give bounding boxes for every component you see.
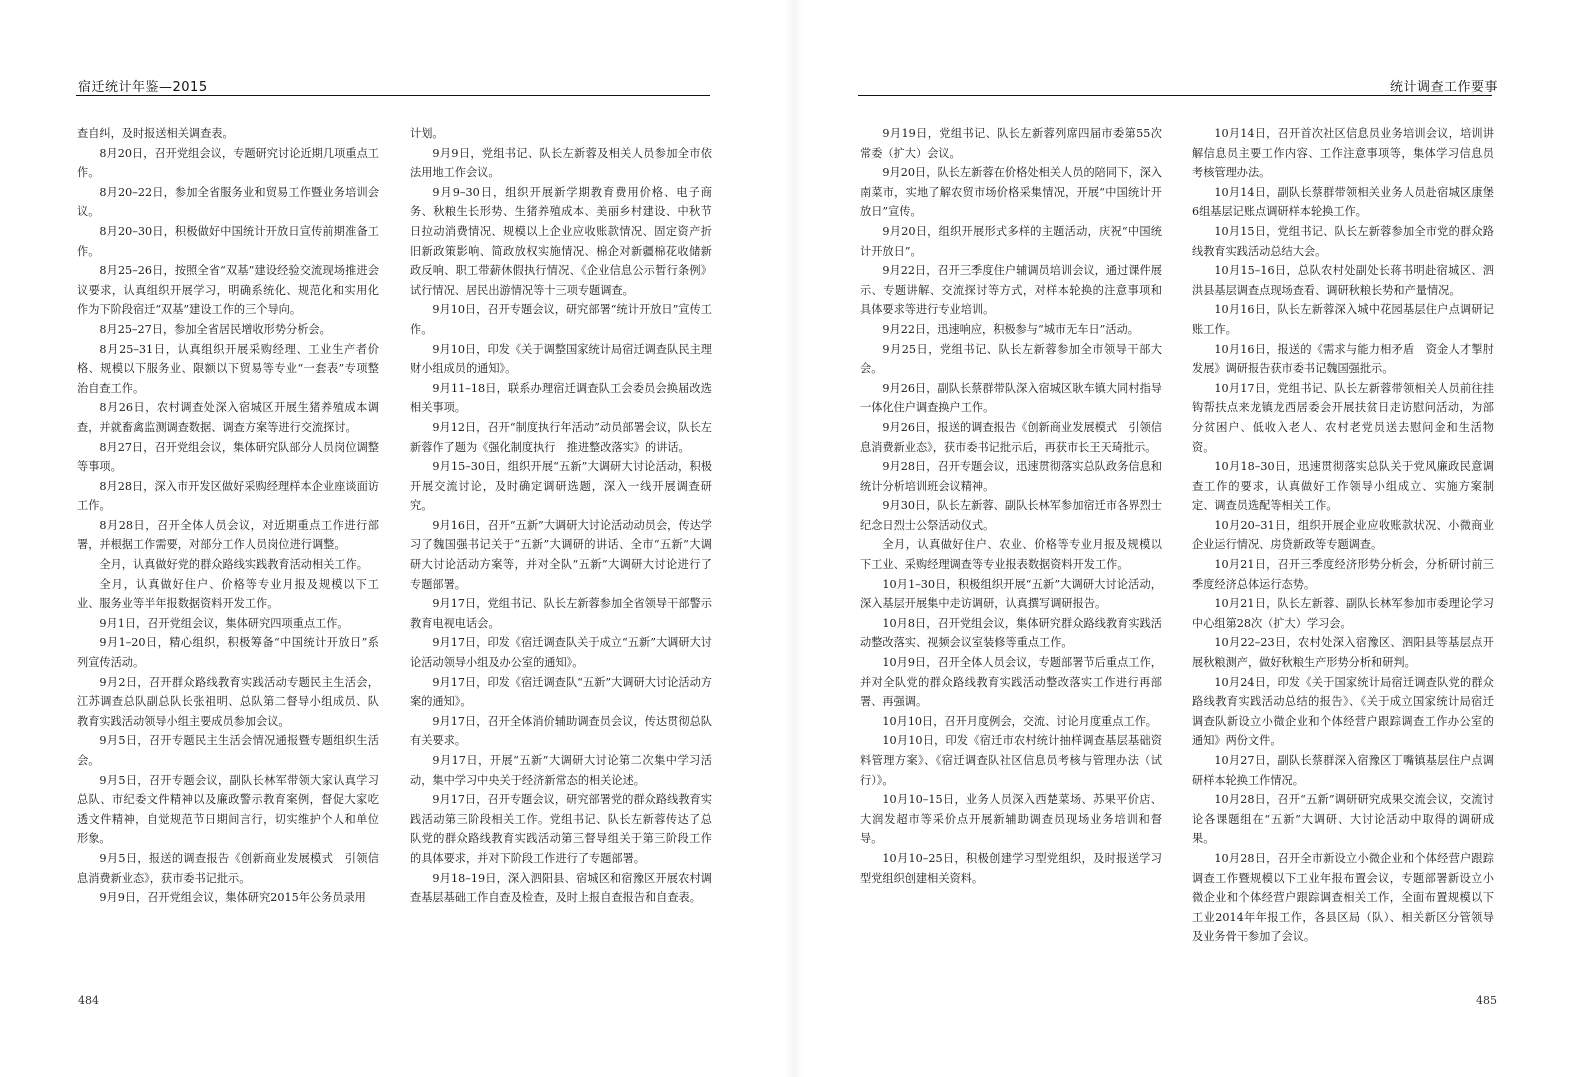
chronicle-entry: 9月26日，副队长蔡群带队深入宿城区耿车镇大同村指导一体化住户调查换户工作。 (860, 381, 1162, 415)
chronicle-entry: 10月28日，召开“五新”调研研究成果交流会议，交流讨论各课题组在“五新”大调研、大讨论活动中取得的调研成果。 (1192, 793, 1494, 846)
chronicle-entry: 9月16日，召开“五新”大调研大讨论活动动员会，传达学习了魏国强书记关于“五新”大调研的讲话、全市“五新”大调研大讨论活动方案等，并对全队“五新”大调研大讨论进行了专题部署。 (410, 518, 712, 591)
chronicle-entry: 9月1日，召开党组会议，集体研究四项重点工作。 (99, 616, 349, 630)
chronicle-entry: 10月21日，召开三季度经济形势分析会，分析研讨前三季度经济总体运行态势。 (1192, 558, 1494, 591)
chronicle-entry: 9月20日，队长左新蓉在价格处相关人员的陪同下，深入南菜市，实地了解农贸市场价格采集情况，开展“中国统计开放日”宣传。 (860, 166, 1162, 219)
chronicle-entry: 8月26日，农村调查处深入宿城区开展生猪养殖成本调查，并就畜禽监测调查数据、调查方案等进行交流探讨。 (77, 401, 379, 434)
header-rule-left (76, 95, 710, 96)
chronicle-entry: 10月15日，党组书记、队长左新蓉参加全市党的群众路线教育实践活动总结大会。 (1192, 224, 1494, 258)
chronicle-entry: 8月20–30日，积极做好中国统计开放日宣传前期准备工作。 (77, 224, 379, 258)
chronicle-entry: 9月25日，党组书记、队长左新蓉参加全市领导干部大会。 (860, 342, 1162, 376)
chronicle-entry: 9月19日，党组书记、队长左新蓉列席四届市委第55次常委（扩大）会议。 (860, 127, 1162, 160)
running-head-right: 统计调查工作要事 (1389, 80, 1498, 95)
chronicle-entry: 10月16日，队长左新蓉深入城中花园基层住户点调研记账工作。 (1192, 303, 1494, 336)
chronicle-entry: 10月10日，印发《宿迁市农村统计抽样调查基层基础资料管理方案》、《宿迁调查队社区信息员考核与管理办法（试行）》。 (860, 734, 1162, 787)
chronicle-entry: 9月26日，报送的调查报告《创新商业发展模式 引领信息消费新业态》，获市委书记批示后，再获市长王天琦批示。 (860, 420, 1162, 454)
chronicle-entry: 9月9日，召开党组会议，集体研究2015年公务员录用 (99, 891, 366, 905)
chronicle-entry: 10月28日，召开全市新设立小微企业和个体经营户跟踪调查工作暨规模以下工业年报布置会议，专题部署新设立小微企业和个体经营户跟踪调查相关工作，全面布置规模以下工业2014年年报工作，各县区局（队）、相关新区分管领导及业务骨干参加了会议。 (1192, 851, 1494, 944)
chronicle-entry: 9月1–20日，精心组织，积极筹备“中国统计开放日”系列宣传活动。 (77, 636, 379, 670)
chronicle-entry: 8月28日，召开全体人员会议，对近期重点工作进行部署，并根据工作需要，对部分工作人员岗位进行调整。 (77, 518, 379, 552)
header-rule-right (858, 95, 1492, 96)
running-head-left: 宿迁统计年鉴—2015 (78, 80, 208, 95)
chronicle-entry: 10月17日，党组书记、队长左新蓉带领相关人员前往挂钩帮扶点来龙镇龙西居委会开展扶贫日走访慰问活动，为部分贫困户、低收入老人、农村老党员送去慰问金和生活物资。 (1192, 381, 1494, 454)
chronicle-entry: 9月17日，印发《宿迁调查队关于成立“五新”大调研大讨论活动领导小组及办公室的通知》。 (410, 636, 712, 670)
chronicle-entry: 10月14日，副队长蔡群带领相关业务人员赴宿城区康堡6组基层记账点调研样本轮换工作。 (1192, 185, 1494, 219)
page-number-left: 484 (78, 994, 99, 1007)
chronicle-entry: 9月17日，开展“五新”大调研大讨论第二次集中学习活动，集中学习中央关于经济新常态的相关论述。 (410, 754, 712, 787)
chronicle-entry: 10月10–15日，业务人员深入西楚菜场、苏果平价店、大润发超市等采价点开展新辅助调查员现场业务培训和督导。 (860, 793, 1162, 846)
chronicle-entry: 10月15–16日，总队农村处副处长蒋书明赴宿城区、泗洪县基层调查点现场查看、调研秋粮长势和产量情况。 (1192, 264, 1494, 297)
chronicle-entry: 8月25–26日，按照全省“双基”建设经验交流现场推进会议要求，认真组织开展学习，明确系统化、规范化和实用化作为下阶段宿迁“双基”建设工作的三个导向。 (77, 264, 379, 317)
chronicle-entry: 10月20–31日，组织开展企业应收账款状况、小微商业企业运行情况、房贷新政等专题调查。 (1192, 518, 1494, 552)
chronicle-entry: 8月28日，深入市开发区做好采购经理样本企业座谈面访工作。 (77, 479, 379, 513)
chronicle-entry: 9月5日，报送的调查报告《创新商业发展模式 引领信息消费新业态》，获市委书记批示。 (77, 851, 379, 885)
chronicle-entry: 10月22–23日，农村处深入宿豫区、泗阳县等基层点开展秋粮测产，做好秋粮生产形势分析和研判。 (1192, 636, 1494, 670)
page-number-right: 485 (1476, 994, 1497, 1007)
chronicle-entry: 全月，认真做好党的群众路线实践教育活动相关工作。 (99, 558, 368, 572)
chronicle-entry: 9月17日，召开全体消价辅助调查员会议，传达贯彻总队有关要求。 (410, 714, 712, 748)
chronicle-entry: 9月9–30日，组织开展新学期教育费用价格、电子商务、秋粮生长形势、生猪养殖成本、美丽乡村建设、中秋节日拉动消费情况、规模以上企业应收账款情况、固定资产折旧新政策影响、简政放权实施情况、棉企对新疆棉花收储新政反响、职工带薪休假执行情况、《企业信息公示暂行条例》试行情况、居民出游情况等十三项专题调查。 (410, 185, 712, 297)
chronicle-entry: 10月16日，报送的《需求与能力相矛盾 资金人才掣肘发展》调研报告获市委书记魏国强批示。 (1192, 342, 1494, 376)
chronicle-entry: 9月9日，党组书记、队长左新蓉及相关人员参加全市依法用地工作会议。 (410, 146, 712, 180)
chronicle-entry: 9月12日，召开“制度执行年活动”动员部署会议，队长左新蓉作了题为《强化制度执行 推进整改落实》的讲话。 (410, 420, 712, 454)
chronicle-entry: 10月10日，召开月度例会，交流、讨论月度重点工作。 (882, 714, 1157, 728)
chronicle-entry: 9月17日，召开专题会议，研究部署党的群众路线教育实践活动第三阶段相关工作。党组书记、队长左新蓉传达了总队党的群众路线教育实践活动第三督导组关于第三阶段工作的具体要求，并对下阶段工作进行了专题部署。 (410, 793, 712, 865)
chronicle-entry: 8月20日，召开党组会议，专题研究讨论近期几项重点工作。 (77, 146, 379, 180)
chronicle-entry: 10月24日，印发《关于国家统计局宿迁调查队党的群众路线教育实践活动总结的报告》、《关于成立国家统计局宿迁调查队新设立小微企业和个体经营户跟踪调查工作办公室的通知》两份文件。 (1192, 675, 1494, 748)
chronicle-entry: 9月2日，召开群众路线教育实践活动专题民主生活会，江苏调查总队副总队长张祖明、总队第二督导小组成员、队教育实践活动领导小组主要成员参加会议。 (77, 675, 379, 728)
chronicle-entry: 9月30日，队长左新蓉、副队长林军参加宿迁市各界烈士纪念日烈士公祭活动仪式。 (860, 499, 1162, 532)
chronicle-entry: 9月22日，迅速响应，积极参与“城市无车日”活动。 (882, 322, 1139, 336)
chronicle-entry: 10月9日，召开全体人员会议，专题部署节后重点工作，并对全队党的群众路线教育实践活动整改落实工作进行再部署、再强调。 (860, 656, 1162, 709)
chronicle-entry: 8月25–31日，认真组织开展采购经理、工业生产者价格、规模以下服务业、限额以下贸易等专业“一套表”专项整治自查工作。 (77, 342, 379, 395)
chronicle-entry: 9月17日，印发《宿迁调查队“五新”大调研大讨论活动方案的通知》。 (410, 675, 712, 709)
chronicle-entry: 10月8日，召开党组会议，集体研究群众路线教育实践活动整改落实、视频会议室装修等重点工作。 (860, 616, 1162, 650)
chronicle-entry: 查自纠，及时报送相关调查表。 (77, 127, 234, 140)
chronicle-entry: 9月22日，召开三季度住户辅调员培训会议，通过课件展示、专题讲解、交流探讨等方式，对样本轮换的注意事项和具体要求等进行专业培训。 (860, 264, 1162, 317)
chronicle-entry: 9月5日，召开专题会议，副队长林军带领大家认真学习总队、市纪委文件精神以及廉政警示教育案例，督促大家吃透文件精神，自觉规范节日期间言行，切实维护个人和单位形象。 (77, 773, 379, 846)
right-page-column-2 (1192, 124, 1494, 947)
chronicle-entry: 10月21日，队长左新蓉、副队长林军参加市委理论学习中心组第28次（扩大）学习会。 (1192, 597, 1494, 630)
chronicle-entry: 9月11–18日，联系办理宿迁调查队工会委员会换届改选相关事项。 (410, 381, 712, 415)
chronicle-entry: 10月14日，召开首次社区信息员业务培训会议，培训讲解信息员主要工作内容、工作注意事项等，集体学习信息员考核管理办法。 (1192, 127, 1494, 180)
chronicle-entry: 9月18–19日，深入泗阳县、宿城区和宿豫区开展农村调查基层基础工作自查及检查，及时上报自查报告和自查表。 (410, 871, 712, 905)
chronicle-entry: 8月20–22日，参加全省服务业和贸易工作暨业务培训会议。 (77, 185, 379, 219)
chronicle-entry: 10月1–30日，积极组织开展“五新”大调研大讨论活动，深入基层开展集中走访调研，认真撰写调研报告。 (860, 577, 1162, 611)
chronicle-entry: 全月，认真做好住户、价格等专业月报及规模以下工业、服务业等半年报数据资料开发工作。 (77, 577, 379, 611)
left-page-column-1 (77, 124, 379, 908)
chronicle-entry: 10月18–30日，迅速贯彻落实总队关于党风廉政民意调查工作的要求，认真做好工作领导小组成立、实施方案制定、调查员选配等相关工作。 (1192, 460, 1494, 513)
chronicle-entry: 9月10日，召开专题会议，研究部署“统计开放日”宣传工作。 (410, 303, 712, 336)
chronicle-entry: 9月15–30日，组织开展“五新”大调研大讨论活动，积极开展交流讨论，及时确定调研选题，深入一线开展调查研究。 (410, 460, 712, 513)
left-page-column-2 (410, 124, 712, 908)
chronicle-entry: 9月5日，召开专题民主生活会情况通报暨专题组织生活会。 (77, 734, 379, 767)
chronicle-entry: 8月27日，召开党组会议，集体研究队部分人员岗位调整等事项。 (77, 440, 379, 474)
chronicle-entry: 9月10日，印发《关于调整国家统计局宿迁调查队民主理财小组成员的通知》。 (410, 342, 712, 376)
left-page (0, 0, 793, 1077)
chronicle-entry: 计划。 (410, 127, 444, 140)
chronicle-entry: 全月，认真做好住户、农业、价格等专业月报及规模以下工业、采购经理调查等专业报表数据资料开发工作。 (860, 538, 1162, 572)
chronicle-entry: 9月28日，召开专题会议，迅速贯彻落实总队政务信息和统计分析培训班会议精神。 (860, 460, 1162, 493)
chronicle-entry: 10月27日，副队长蔡群深入宿豫区丁嘴镇基层住户点调研样本轮换工作情况。 (1192, 754, 1494, 787)
chronicle-entry: 8月25–27日，参加全省居民增收形势分析会。 (99, 322, 331, 336)
chronicle-entry: 9月20日，组织开展形式多样的主题活动，庆祝“中国统计开放日”。 (860, 224, 1162, 258)
right-page-column-1 (860, 124, 1162, 888)
chronicle-entry: 9月17日，党组书记、队长左新蓉参加全省领导干部警示教育电视电话会。 (410, 597, 712, 630)
chronicle-entry: 10月10–25日，积极创建学习型党组织，及时报送学习型党组织创建相关资料。 (860, 851, 1162, 885)
right-page (794, 0, 1587, 1077)
